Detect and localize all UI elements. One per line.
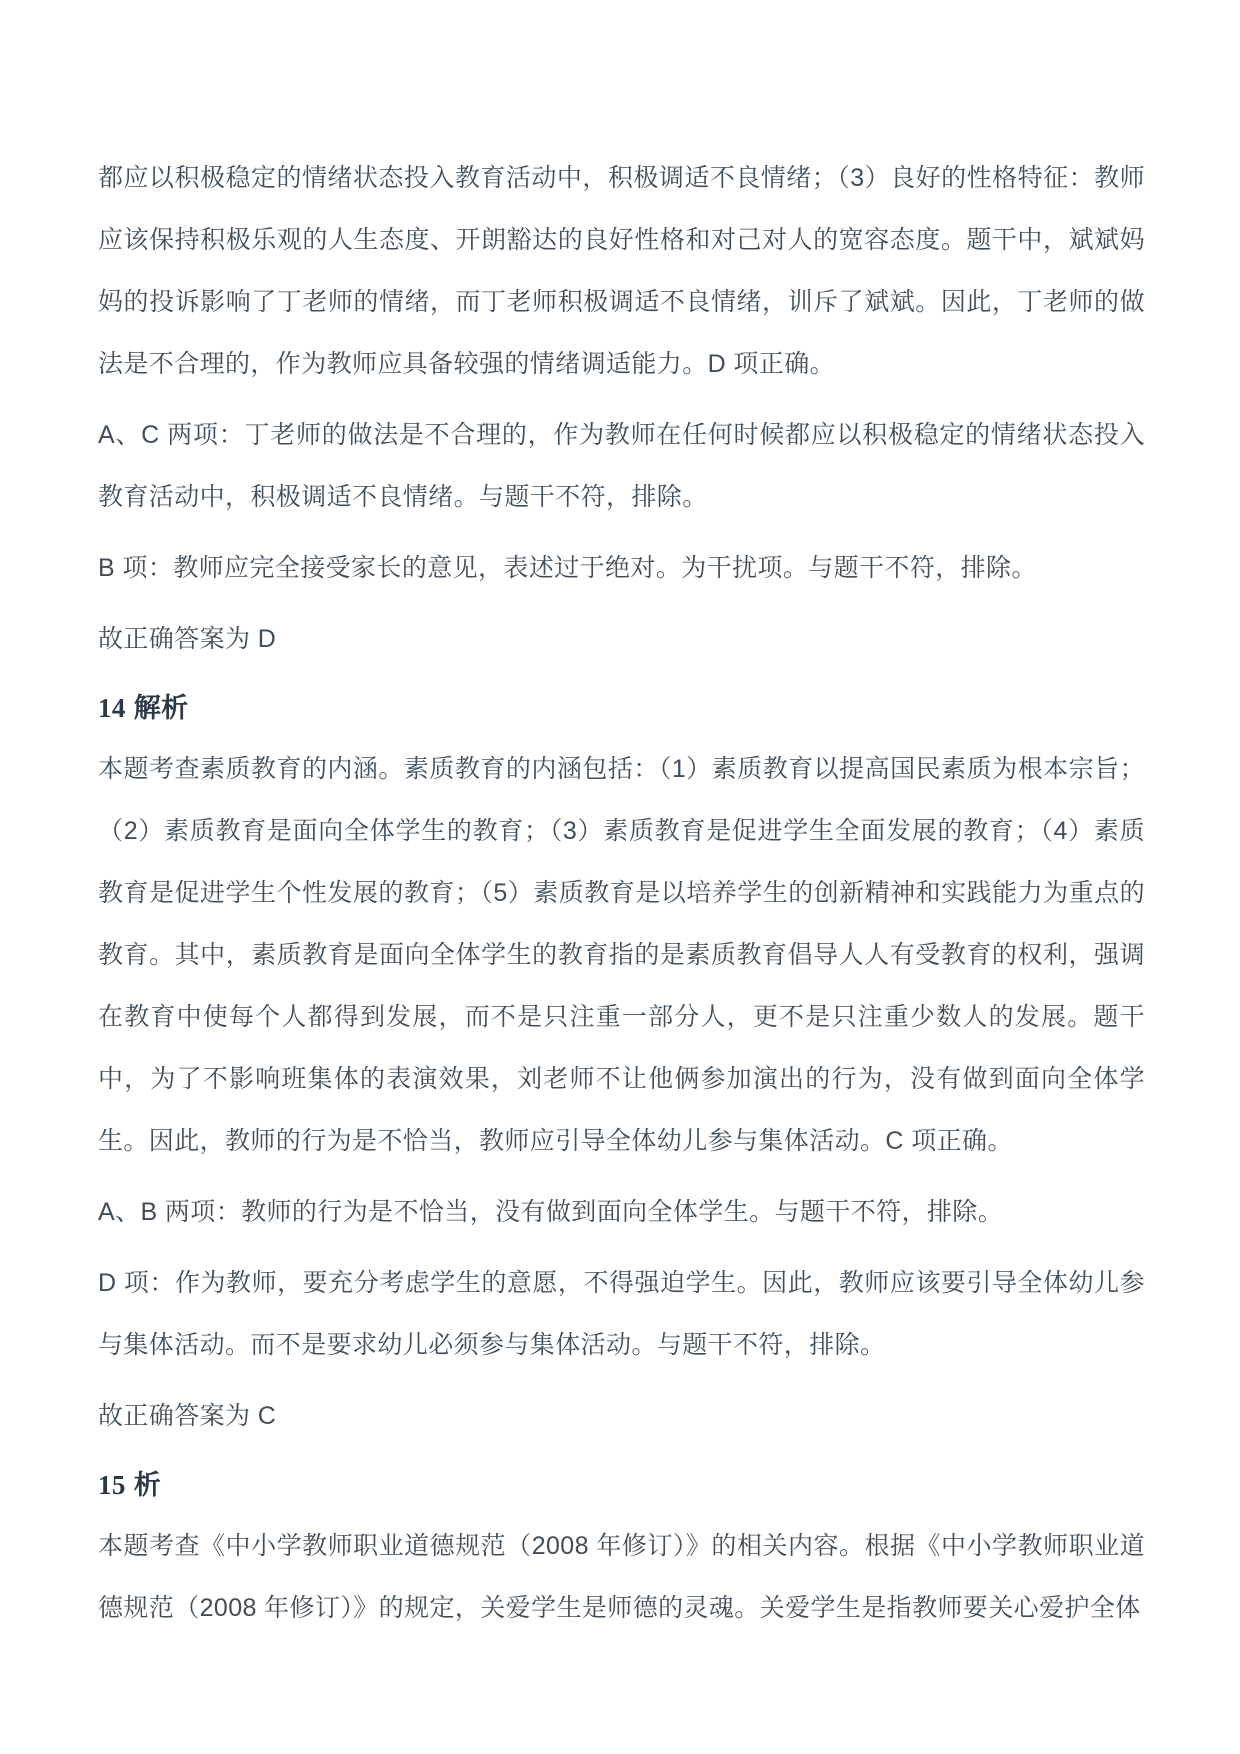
paragraph-q15-analysis-truncated: 本题考查《中小学教师职业道德规范（2008 年修订）》的相关内容。根据《中小学教师职业道德规范（2008 年修订）》的规定，关爱学生是师德的灵魂。关爱学生是指教师要关心爱护全体 <box>98 1532 1145 1622</box>
paragraph-q14-analysis: 本题考查素质教育的内涵。素质教育的内涵包括：（1）素质教育以提高国民素质为根本宗旨；（2）素质教育是面向全体学生的教育；（3）素质教育是促进学生全面发展的教育；（4）素质教育是促进学生个性发展的教育；（5）素质教育是以培养学生的创新精神和实践能力为重点的教育。其中，素质教育是面向全体学生的教育指的是素质教育倡导人人有受教育的权利，强调在教育中使每个人都得到发展，而不是只注重一部分人，更不是只注重少数人的发展。题干中，为了不影响班集体的表演效果，刘老师不让他俩参加演出的行为，没有做到面向全体学生。因此，教师的行为是不恰当，教师应引导全体幼儿参与集体活动。C 项正确。 <box>98 755 1145 1155</box>
paragraph-q13-options-ac: A、C 两项：丁老师的做法是不合理的，作为教师在任何时候都应以积极稳定的情绪状态投入教育活动中，积极调适不良情绪。与题干不符，排除。 <box>98 421 1145 511</box>
heading-number: 15 <box>98 1470 126 1500</box>
section-heading-14 <box>98 686 1145 730</box>
section-heading-15 <box>98 1463 1145 1507</box>
paragraph-q13-option-b: B 项：教师应完全接受家长的意见，表述过于绝对。为干扰项。与题干不符，排除。 <box>98 554 1037 582</box>
paragraph-q14-options-ab: A、B 两项：教师的行为是不恰当，没有做到面向全体学生。与题干不符，排除。 <box>98 1198 1004 1226</box>
heading-label: 析 <box>133 1470 162 1500</box>
heading-number: 14 <box>98 693 126 723</box>
paragraph-q13-answer: 故正确答案为 D <box>98 625 277 653</box>
paragraph-q13-analysis-continued: 都应以积极稳定的情绪状态投入教育活动中，积极调适不良情绪；（3）良好的性格特征：教师应该保持积极乐观的人生态度、开朗豁达的良好性格和对己对人的宽容态度。题干中，斌斌妈妈的投诉影响了丁老师的情绪，而丁老师积极调适不良情绪，训斥了斌斌。因此，丁老师的做法是不合理的，作为教师应具备较强的情绪调适能力。D 项正确。 <box>98 164 1145 378</box>
paragraph-q14-answer: 故正确答案为 C <box>98 1402 277 1430</box>
paragraph-q14-option-d: D 项：作为教师，要充分考虑学生的意愿，不得强迫学生。因此，教师应该要引导全体幼儿参与集体活动。而不是要求幼儿必须参与集体活动。与题干不符，排除。 <box>98 1269 1145 1359</box>
heading-label: 解析 <box>133 693 189 723</box>
